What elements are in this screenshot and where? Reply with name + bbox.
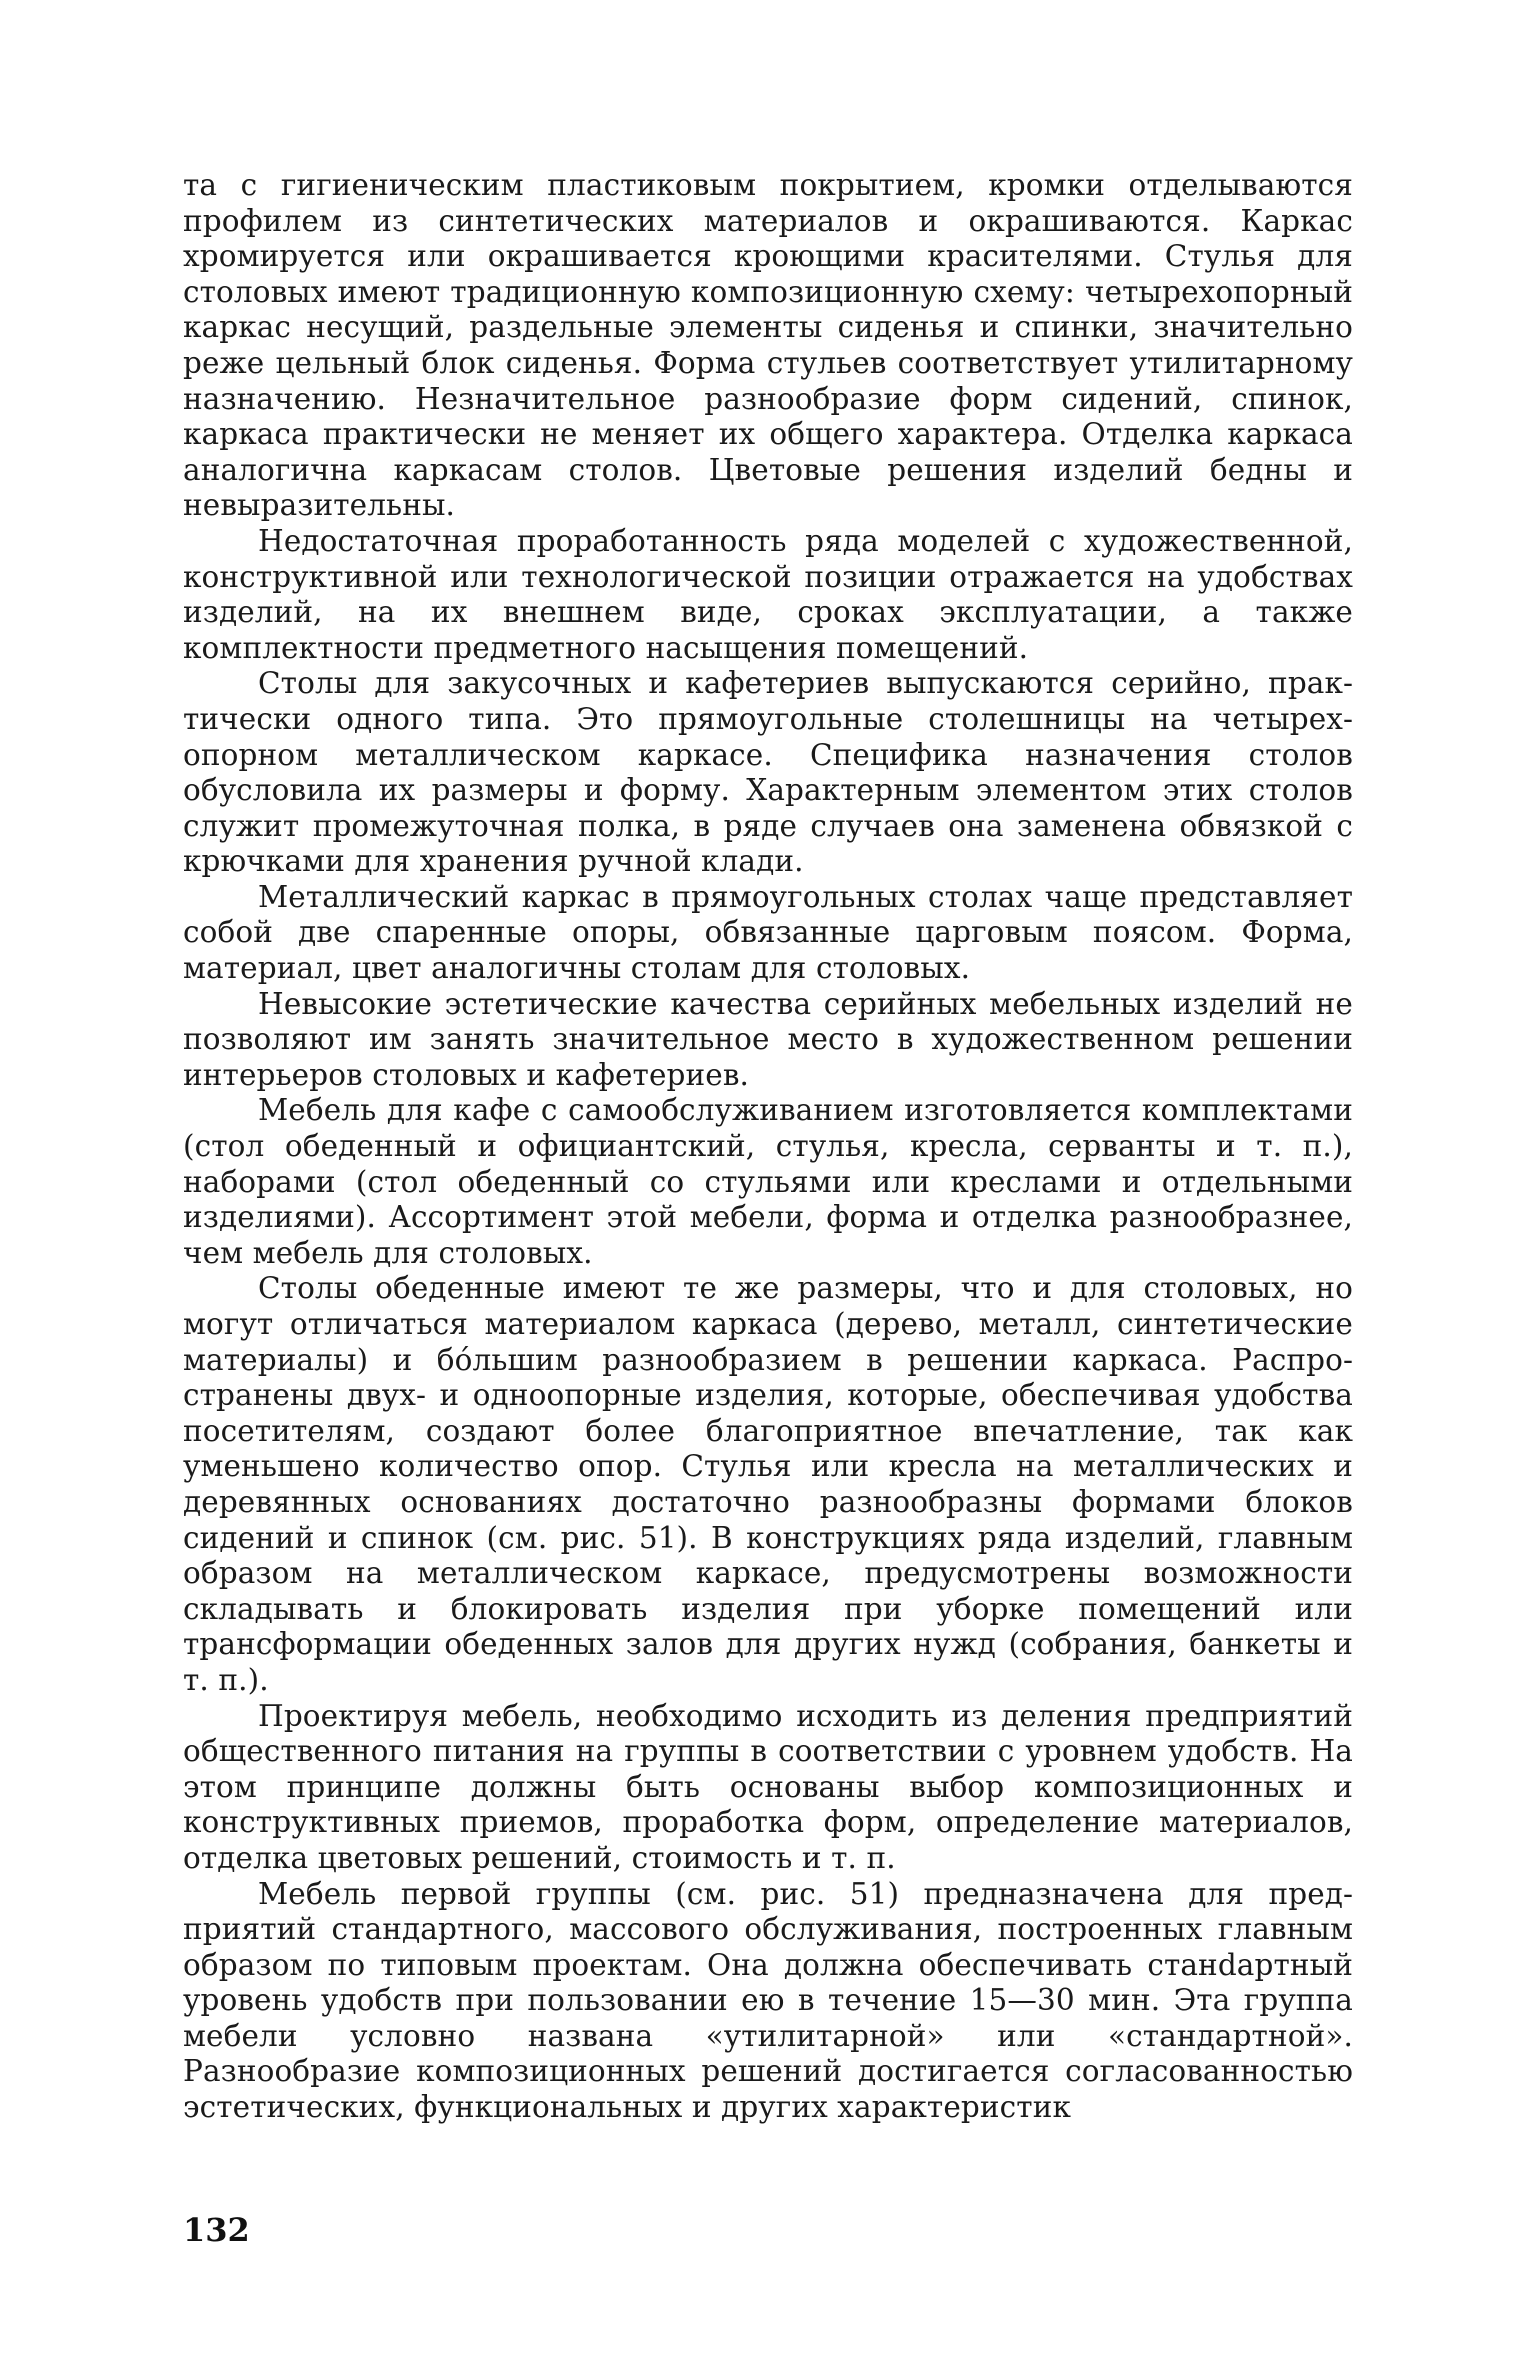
paragraph-insufficient-design: Недостаточная проработанность ряда моделей с художественной, конструктивной или технологической позиции отражается на удобствах изделий, на их внешнем виде, сроках эксплуатации, а также комплектности предметного насыщения помещений.	[183, 523, 1353, 665]
paragraph-dining-tables: Столы обеденные имеют те же размеры, что и для столовых, но могут отличаться материалом каркаса (дерево, металл, синтетические материалы) и бо́льшим разнообразием в решении каркаса. Распространены двух- и одноопорные изделия, которые, обеспечивая удобства посетителям, создают более благоприятное впечатление, так как уменьшено количество опор. Стулья или кресла на металлических и деревянных основаниях достаточно разнообразны формами блоков сидений и спинок (см. рис. 51). В конструкциях ряда изделий, главным образом на металлическом каркасе, предусмотрены возможности складывать и блокировать изделия при уборке помещений или трансформации обеденных залов для других нужд (собрания, банкеты и т. п.).	[183, 1271, 1353, 1697]
paragraph-aesthetic-qualities: Невысокие эстетические качества серийных мебельных изделий не позволяют им занять значительное место в художественном решении интерьеров столовых и кафетериев.	[183, 986, 1353, 1092]
paragraph-furniture-finish: та с гигиеническим пластиковым покрытием, кромки отделываются профилем из синтетических материалов и окрашиваются. Каркас хромируется или окрашивается кроющими красителями. Стулья для столовых имеют традиционную композиционную схему: четырехопорный каркас несущий, раздельные элементы сиденья и спинки, значительно реже цельный блок сиденья. Форма стульев соответствует утилитарному назначению. Незначительное разнообразие форм сидений, спинок, каркаса практически не меняет их общего характера. Отделка каркаса аналогична каркасам столов. Цветовые решения изделий бедны и невыразительны.	[183, 168, 1353, 523]
page-number: 132	[183, 2211, 250, 2249]
paragraph-snack-bar-tables: Столы для закусочных и кафетериев выпускаются серийно, практически одного типа. Это прямоугольные столешницы на четырехопорном металлическом каркасе. Специфика назначения столов обусловила их размеры и форму. Характерным элементом этих столов служит промежуточная полка, в ряде случаев она заменена обвязкой с крючками для хранения ручной клади.	[183, 666, 1353, 879]
paragraph-metal-frame: Металлический каркас в прямоугольных столах чаще представляет собой две спаренные опоры, обвязанные царговым поясом. Форма, материал, цвет аналогичны столам для столовых.	[183, 879, 1353, 986]
paragraph-cafe-furniture: Мебель для кафе с самообслуживанием изготовляется комплектами (стол обеденный и официантский, стулья, кресла, серванты и т. п.), наборами (стол обеденный со стульями или креслами и отдельными изделиями). Ассортимент этой мебели, форма и отделка разнообразнее, чем мебель для столовых.	[183, 1093, 1353, 1270]
paragraph-first-group: Мебель первой группы (см. рис. 51) предназначена для предприятий стандартного, массового обслуживания, построенных главным образом по типовым проектам. Она должна обеспечивать станdартный уровень удобств при пользовании ею в течение 15—30 мин. Эта группа мебели условно названа «утилитарной» или «стандартной». Разнообразие композиционных решений достигается согласованностью эстетических, функциональных и других характеристик	[183, 1876, 1353, 2125]
page-body	[183, 168, 1353, 2126]
paragraph-designing-furniture: Проектируя мебель, необходимо исходить из деления предприятий общественного питания на группы в соответствии с уровнем удобств. На этом принципе должны быть основаны выбор композиционных и конструктивных приемов, проработка форм, определение материалов, отделка цветовых решений, стоимость и т. п.	[183, 1698, 1353, 1875]
